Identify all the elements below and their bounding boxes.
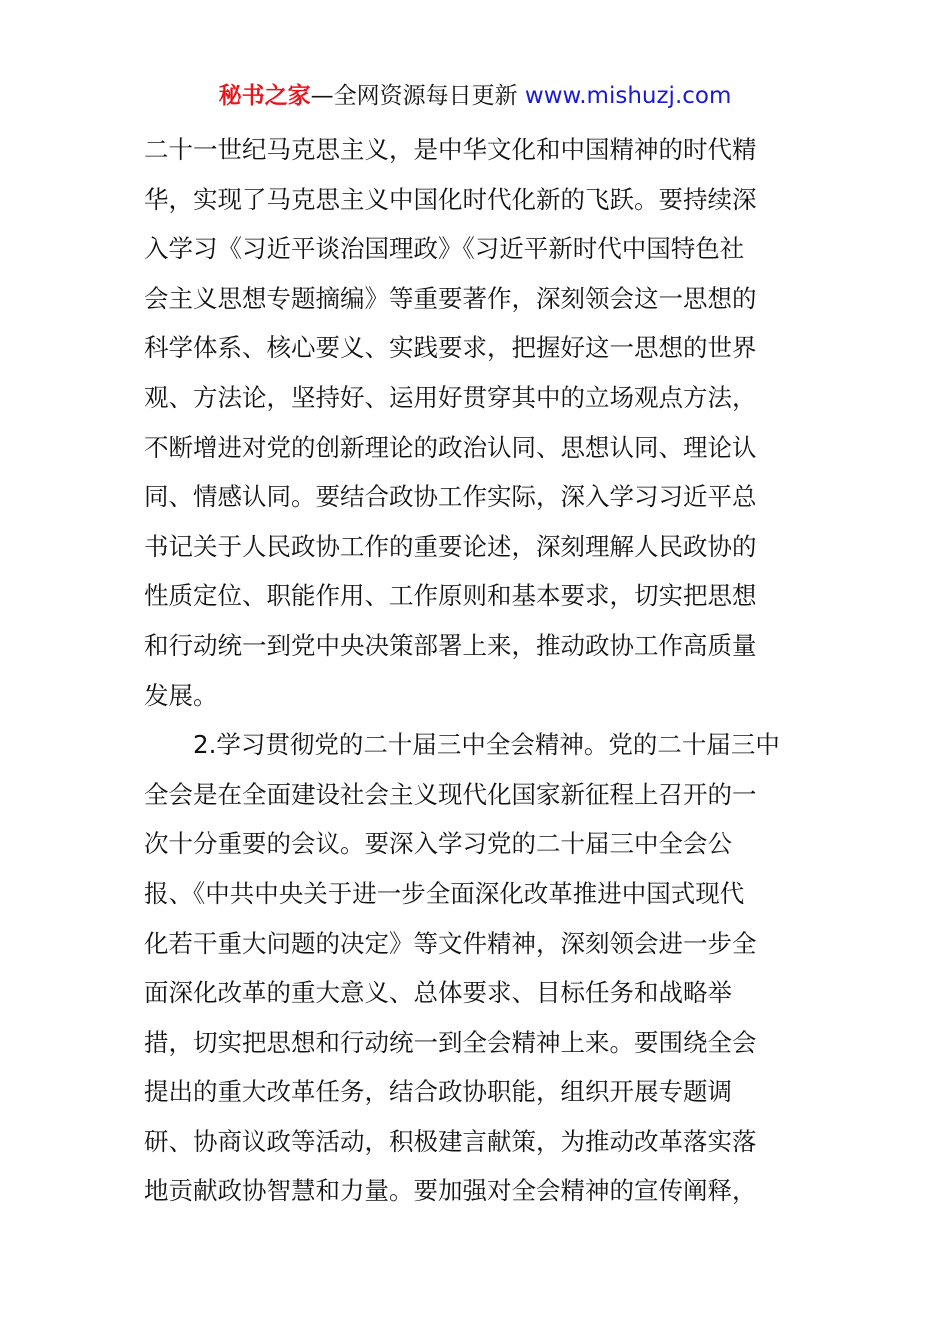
- site-brand: 秘书之家: [218, 83, 311, 109]
- text-line: 二十一世纪马克思主义，是中华文化和中国精神的时代精: [144, 135, 757, 164]
- text-line: 化若干重大问题的决定》等文件精神，深刻领会进一步全: [144, 928, 757, 958]
- text-line: 提出的重大改革任务，结合政协职能，组织开展专题调: [144, 1077, 732, 1107]
- site-url-link[interactable]: www.mishuzj.com: [524, 83, 732, 109]
- text-line: 地贡献政协智慧和力量。要加强对全会精神的宣传阐释，: [144, 1176, 757, 1206]
- text-line: 报、《中共中央关于进一步全面深化改革推进中国式现代: [144, 878, 745, 908]
- text-line: 研、协商议政等活动，积极建言献策，为推动改革落实落: [144, 1126, 757, 1156]
- text-line: 入学习《习近平谈治国理政》《习近平新时代中国特色社: [144, 234, 745, 264]
- text-line: 次十分重要的会议。要深入学习党的二十届三中全会公: [144, 829, 732, 859]
- text-line: 发展。: [144, 680, 218, 710]
- document-body: [144, 125, 809, 1216]
- text-line: 全会是在全面建设社会主义现代化国家新征程上召开的一: [144, 779, 757, 809]
- site-tagline: —全网资源每日更新: [310, 83, 525, 109]
- section-heading-line: 2.学习贯彻党的二十届三中全会精神。党的二十届三中: [193, 730, 780, 760]
- text-line: 观、方法论，坚持好、运用好贯穿其中的立场观点方法，: [144, 382, 757, 412]
- text-line: 和行动统一到党中央决策部署上来，推动政协工作高质量: [144, 630, 757, 660]
- text-line: 面深化改革的重大意义、总体要求、目标任务和战略举: [144, 978, 732, 1008]
- text-line: 性质定位、职能作用、工作原则和基本要求，切实把思想: [144, 581, 757, 611]
- site-header: [0, 80, 950, 112]
- text-line: 科学体系、核心要义、实践要求，把握好这一思想的世界: [144, 333, 757, 363]
- text-line: 同、情感认同。要结合政协工作实际，深入学习习近平总: [144, 482, 757, 512]
- text-line: 措，切实把思想和行动统一到全会精神上来。要围绕全会: [144, 1027, 757, 1057]
- text-line: 书记关于人民政协工作的重要论述，深刻理解人民政协的: [144, 531, 757, 561]
- text-line: 华，实现了马克思主义中国化时代化新的飞跃。要持续深: [144, 184, 757, 214]
- text-line: 不断增进对党的创新理论的政治认同、思想认同、理论认: [144, 432, 757, 462]
- text-line: 会主义思想专题摘编》等重要著作，深刻领会这一思想的: [144, 283, 757, 313]
